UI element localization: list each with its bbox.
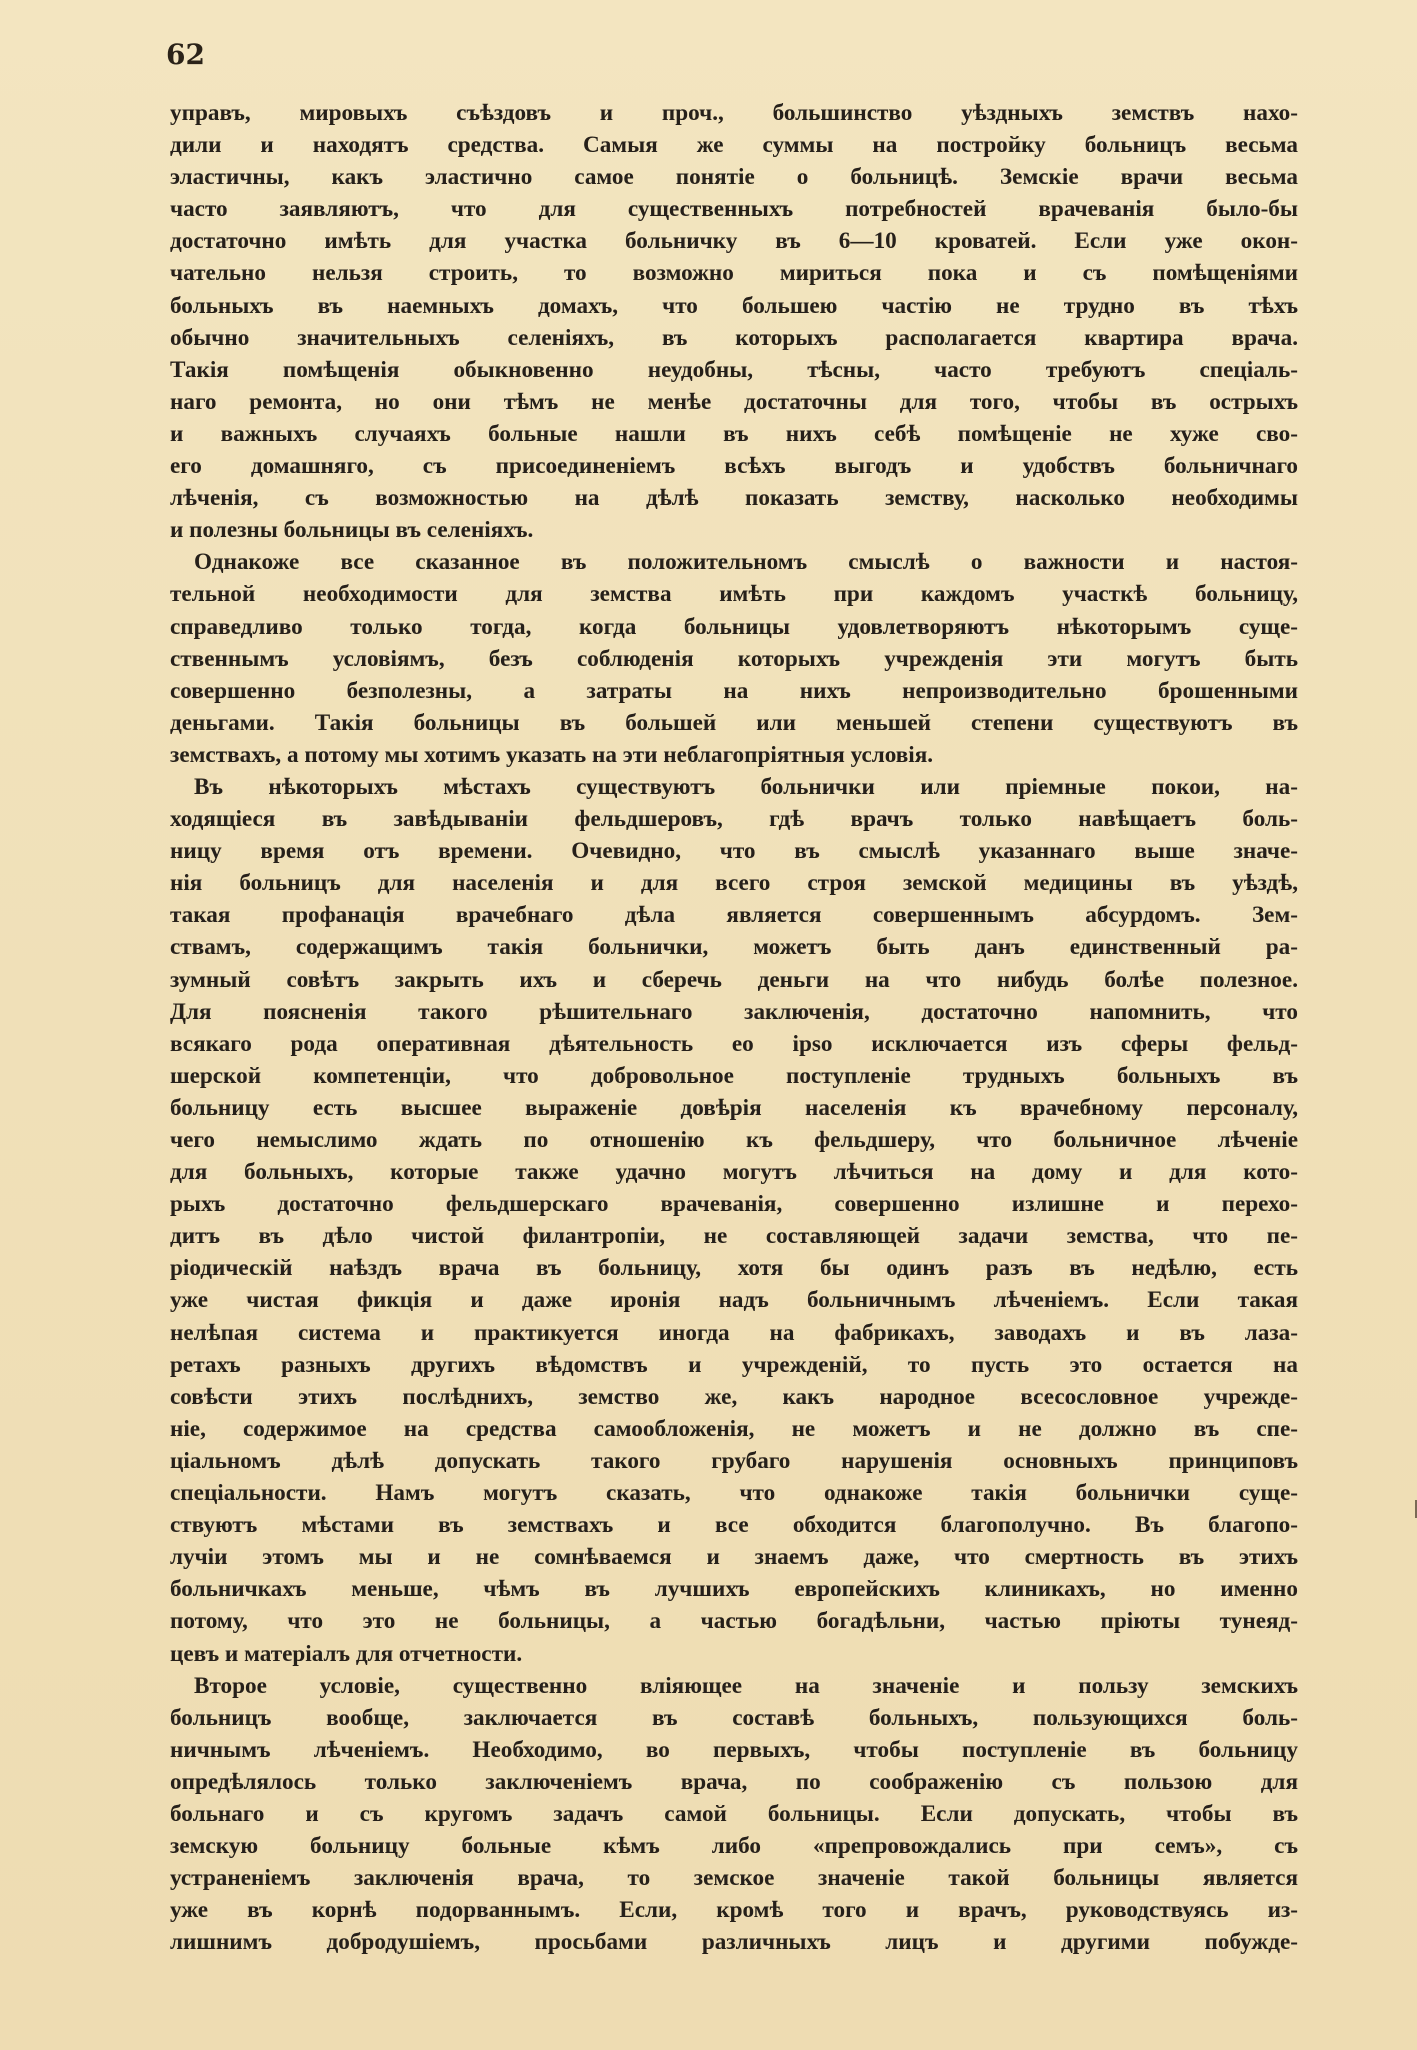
- text-line: уже въ корнѣ подорваннымъ. Если, кромѣ того и врачъ, руководствуясь из-: [170, 1897, 1298, 1924]
- text-line: нія больницъ для населенія и для всего строя земской медицины въ уѣздѣ,: [170, 870, 1298, 897]
- text-line: лѣченія, съ возможностью на дѣлѣ показать земству, насколько необходимы: [170, 485, 1298, 512]
- text-line: обычно значительныхъ селеніяхъ, въ которыхъ располагается квартира врача.: [170, 324, 1298, 351]
- text-line: больнаго и съ кругомъ задачъ самой больницы. Если допускать, чтобы въ: [170, 1800, 1298, 1827]
- text-line: больницъ вообще, заключается въ составѣ больныхъ, пользующихся боль-: [170, 1704, 1298, 1731]
- text-line: и полезны больницы въ селеніяхъ.: [170, 517, 534, 544]
- text-line: больничкахъ меньше, чѣмъ въ лучшихъ европейскихъ клиникахъ, но именно: [170, 1576, 1298, 1603]
- text-line: тельной необходимости для земства имѣть при каждомъ участкѣ больницу,: [170, 581, 1298, 608]
- text-line: наго ремонта, но они тѣмъ не менѣе достаточны для того, чтобы въ острыхъ: [170, 388, 1298, 415]
- text-line: Въ нѣкоторыхъ мѣстахъ существуютъ больнички или пріемные покои, на-: [194, 773, 1298, 800]
- text-line: уже чистая фикція и даже иронія надъ больничнымъ лѣченіемъ. Если такая: [170, 1287, 1298, 1314]
- text-line: ходящіеся въ завѣдываніи фельдшеровъ, гдѣ врачъ только навѣщаетъ боль-: [170, 806, 1298, 833]
- text-line: часто заявляютъ, что для существенныхъ потребностей врачеванія было-бы: [170, 196, 1298, 223]
- text-line: потому, что это не больницы, а частью богадѣльни, частью пріюты тунеяд-: [170, 1608, 1298, 1635]
- text-line: Однакоже все сказанное въ положительномъ смыслѣ о важности и настоя-: [194, 549, 1298, 576]
- text-line: дитъ въ дѣло чистой филантропіи, не составляющей задачи земства, что пе-: [170, 1223, 1298, 1250]
- text-line: Для поясненія такого рѣшительнаго заключенія, достаточно напомнить, что: [170, 998, 1298, 1025]
- text-line: такая профанація врачебнаго дѣла является совершеннымъ абсурдомъ. Зем-: [170, 902, 1298, 929]
- text-line: цевъ и матеріалъ для отчетности.: [170, 1640, 523, 1667]
- text-line: совершенно безполезны, а затраты на нихъ непроизводительно брошенными: [170, 677, 1298, 704]
- text-line: лучіи этомъ мы и не сомнѣваемся и знаемъ даже, что смертность въ этихъ: [170, 1544, 1298, 1571]
- text-line: земскую больницу больные кѣмъ либо «препровождались при семъ», съ: [170, 1833, 1298, 1860]
- page-edge-mark: [1409, 1500, 1417, 1518]
- text-line: ціальномъ дѣлѣ допускать такого грубаго нарушенія основныхъ принциповъ: [170, 1447, 1298, 1474]
- text-line: ницу время отъ времени. Очевидно, что въ смыслѣ указаннаго выше значе-: [170, 838, 1298, 865]
- text-line: справедливо только тогда, когда больницы удовлетворяютъ нѣкоторымъ суще-: [170, 613, 1298, 640]
- text-line: дили и находятъ средства. Самыя же суммы на постройку больницъ весьма: [170, 132, 1298, 159]
- text-line: ретахъ разныхъ другихъ вѣдомствъ и учрежденій, то пусть это остается на: [170, 1351, 1298, 1378]
- text-line: больницу есть высшее выраженіе довѣрія населенія къ врачебному персоналу,: [170, 1094, 1298, 1121]
- text-line: совѣсти этихъ послѣднихъ, земство же, какъ народное всесословное учрежде-: [170, 1383, 1298, 1410]
- text-line: управъ, мировыхъ съѣздовъ и проч., большинство уѣздныхъ земствъ нахо-: [170, 100, 1298, 126]
- text-line: для больныхъ, которые также удачно могутъ лѣчиться на дому и для кото-: [170, 1159, 1298, 1186]
- text-line: зумный совѣтъ закрыть ихъ и сберечь деньги на что нибудь болѣе полезное.: [170, 966, 1298, 993]
- text-line: и важныхъ случаяхъ больные нашли въ нихъ себѣ помѣщеніе не хуже сво-: [170, 420, 1298, 447]
- text-line: достаточно имѣть для участка больничку въ 6—10 кроватей. Если уже окон-: [170, 228, 1298, 255]
- text-line: деньгами. Такія больницы въ большей или меньшей степени существуютъ въ: [170, 709, 1298, 736]
- text-line: ріодическій наѣздъ врача въ больницу, хотя бы одинъ разъ въ недѣлю, есть: [170, 1255, 1298, 1282]
- text-line: Такія помѣщенія обыкновенно неудобны, тѣсны, часто требуютъ спеціаль-: [170, 356, 1298, 383]
- text-line: лишнимъ добродушіемъ, просьбами различныхъ лицъ и другими побужде-: [170, 1929, 1298, 1956]
- text-line: земствахъ, а потому мы хотимъ указать на эти неблагопріятныя условія.: [170, 741, 934, 768]
- text-line: ніе, содержимое на средства самообложенія, не можетъ и не должно въ спе-: [170, 1415, 1298, 1442]
- text-line: спеціальности. Намъ могутъ сказать, что однакоже такія больнички суще-: [170, 1480, 1298, 1507]
- text-line: чательно нельзя строить, то возможно мириться пока и съ помѣщеніями: [170, 260, 1298, 287]
- text-line: рыхъ достаточно фельдшерскаго врачеванія, совершенно излишне и перехо-: [170, 1191, 1298, 1218]
- text-line: ничнымъ лѣченіемъ. Необходимо, во первыхъ, чтобы поступленіе въ больницу: [170, 1736, 1298, 1763]
- text-line: эластичны, какъ эластично самое понятіе о больницѣ. Земскіе врачи весьма: [170, 164, 1298, 191]
- text-line: больныхъ въ наемныхъ домахъ, что большею частію не трудно въ тѣхъ: [170, 292, 1298, 319]
- text-line: устраненіемъ заключенія врача, то земское значеніе такой больницы является: [170, 1865, 1298, 1892]
- text-line: опредѣлялось только заключеніемъ врача, по соображенію съ пользою для: [170, 1768, 1298, 1795]
- text-line: всякаго рода оперативная дѣятельность eo ipso исключается изъ сферы фельд-: [170, 1030, 1298, 1057]
- body-text: [170, 97, 1298, 1958]
- text-line: ственнымъ условіямъ, безъ соблюденія которыхъ учрежденія эти могутъ быть: [170, 645, 1298, 672]
- text-line: шерской компетенціи, что добровольное поступленіе трудныхъ больныхъ въ: [170, 1062, 1298, 1089]
- text-line: ствамъ, содержащимъ такія больнички, можетъ быть данъ единственный ра-: [170, 934, 1298, 961]
- text-line: нелѣпая система и практикуется иногда на фабрикахъ, заводахъ и въ лаза-: [170, 1319, 1298, 1346]
- text-line: его домашняго, съ присоединеніемъ всѣхъ выгодъ и удобствъ больничнаго: [170, 453, 1298, 480]
- text-line: ствуютъ мѣстами въ земствахъ и все обходится благополучно. Въ благопо-: [170, 1512, 1298, 1539]
- text-line: Второе условіе, существенно вліяющее на значеніе и пользу земскихъ: [194, 1672, 1298, 1699]
- page-number: 62: [166, 38, 205, 71]
- text-line: чего немыслимо ждать по отношенію къ фельдшеру, что больничное лѣченіе: [170, 1127, 1298, 1153]
